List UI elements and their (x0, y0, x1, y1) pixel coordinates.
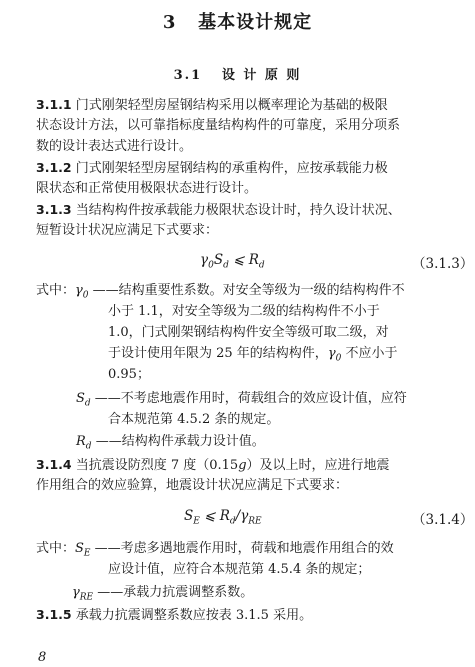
sd-description: ——不考虑地震作用时，荷载组合的效应设计值，应符 (90, 391, 407, 406)
clause-3-1-1-line-2: 状态设计方法，以可靠指标度量结构构件的可靠度，采用分项系 (36, 118, 401, 133)
where-gre-line (72, 584, 457, 607)
where-gamma-line-2: 小于 1.1，对安全等级为二级的结构构件不小于 (108, 304, 380, 319)
clause-text: 当结构构件按承载能力极限状态设计时，持久设计状况、 (71, 203, 401, 218)
rd-description: ——结构构件承载力设计值。 (91, 434, 265, 449)
section-name: 设 计 原 则 (221, 68, 302, 83)
symbol-gamma0: $\gamma_0$ (75, 283, 89, 301)
clause-number: 3.1.3 (36, 202, 72, 217)
clause-3-1-1-line-1 (36, 96, 457, 115)
where-sd-line-2: 合本规范第 4.5.2 条的规定。 (108, 412, 280, 427)
equation-number: （3.1.4） (412, 512, 474, 528)
page-number: 8 (38, 650, 47, 665)
chapter-number: 3 (162, 12, 177, 33)
where-prefix: 式中： (36, 541, 76, 556)
equation-number: （3.1.3） (412, 256, 474, 272)
symbol-gamma-re: $\gamma_{RE}$ (72, 585, 94, 603)
gamma-text-b: 不应小于 (341, 346, 398, 361)
where-gamma-line-1 (36, 282, 457, 305)
where-prefix: 式中： (36, 283, 76, 298)
symbol-gamma0-inline: $\gamma_0$ (327, 346, 342, 364)
clause-number: 3.1.5 (36, 607, 72, 622)
clause-text-g: g (238, 458, 247, 473)
clause-text: 承载力抗震调整系数应按表 3.1.5 采用。 (71, 608, 313, 623)
where-se-line-2: 应设计值，应符合本规范第 4.5.4 条的规定； (108, 562, 371, 577)
clause-3-1-2-line-2: 限状态和正常使用极限状态进行设计。 (36, 181, 258, 196)
symbol-rd: $R_d$ (76, 434, 92, 452)
chapter-name: 基本设计规定 (198, 12, 313, 33)
gamma-description: ——结构重要性系数。对安全等级为一级的结构构件不 (88, 283, 405, 298)
formula: $S_E$ ⩽ $R_d/\gamma_{RE}$ (184, 508, 262, 527)
gamma-text-a: 于设计使用年限为 25 年的结构构件， (108, 346, 328, 361)
formula: $\gamma_0S_d$ ⩽ $R_d$ (200, 252, 265, 271)
clause-3-1-4-line-1 (36, 456, 457, 475)
clause-text-b: ）及以上时，应进行地震 (246, 458, 390, 473)
where-gamma-line-4 (108, 345, 457, 368)
clause-number: 3.1.1 (36, 97, 72, 112)
clause-3-1-2-line-1 (36, 159, 457, 178)
clause-text: 门式刚架轻型房屋钢结构采用以概率理论为基础的极限 (71, 98, 388, 113)
section-number: 3.1 (173, 68, 203, 83)
where-rd-line (76, 433, 457, 456)
gre-description: ——承载力抗震调整系数。 (93, 585, 254, 600)
clause-3-1-3-line-1 (36, 201, 457, 220)
section-title (0, 64, 475, 83)
where-sd-line-1 (76, 390, 457, 413)
clause-3-1-4-line-2: 作用组合的效应验算，地震设计状况应满足下式要求： (36, 478, 349, 493)
chapter-title (0, 8, 475, 34)
symbol-sd: $S_d$ (76, 391, 91, 409)
symbol-se: $S_E$ (75, 541, 91, 559)
clause-number: 3.1.4 (36, 457, 72, 472)
where-gamma-line-5: 0.95； (108, 367, 150, 382)
clause-text: 门式刚架轻型房屋钢结构的承重构件，应按承载能力极 (71, 161, 388, 176)
clause-3-1-5-line-1 (36, 606, 457, 625)
clause-text-a: 当抗震设防烈度 7 度（0.15 (71, 458, 239, 473)
clause-number: 3.1.2 (36, 160, 72, 175)
clause-3-1-3-line-2: 短暂设计状况应满足下式要求： (36, 223, 219, 238)
where-gamma-line-3: 1.0，门式刚架钢结构构件安全等级可取二级，对 (108, 325, 389, 340)
clause-3-1-1-line-3: 数的设计表达式进行设计。 (36, 139, 193, 154)
se-description: ——考虑多遇地震作用时，荷载和地震作用组合的效 (90, 541, 394, 556)
where-se-line-1 (36, 540, 457, 563)
